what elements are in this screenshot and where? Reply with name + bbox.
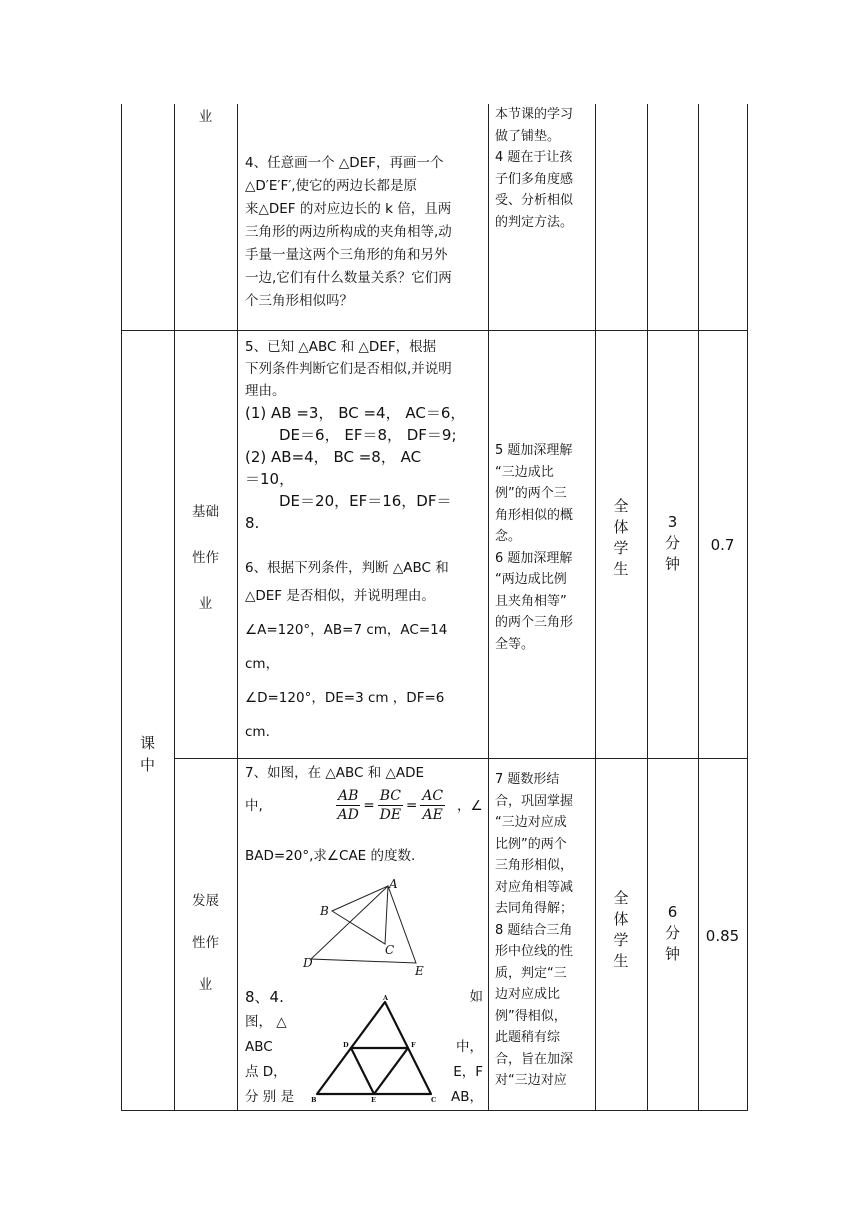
row-divider bbox=[174, 758, 748, 759]
row2-difficulty: 0.7 bbox=[710, 536, 735, 554]
table-border-bottom bbox=[121, 1110, 748, 1111]
row2-time: 3 分 钟 bbox=[664, 513, 680, 573]
row3-design-notes: 7 题数形结 合，巩固掌握 “三边对应成 比例”的两个 三角形相似， 对应角相等减 去同角得解； 8 题结合三角 形中位线的性 质，判定“三 边对应成比 例”得相似， 此题稍有综 合，旨在加深 对“三边对应 bbox=[495, 772, 574, 1088]
fraction-ab-ad: $\frac{AB}{AD}$ bbox=[337, 788, 359, 823]
ratio-equation: 中, $\frac{AB}{AD}$ = $\frac{BC}{DE}$ = $\frac{AC}{AE}$ ，∠ bbox=[245, 788, 483, 823]
row3-target-audience: 全 体 学 生 bbox=[613, 889, 629, 970]
section-label: 课 中 bbox=[139, 734, 155, 774]
column-divider bbox=[488, 104, 489, 1111]
vertex-label: E bbox=[415, 964, 424, 976]
row3-time: 6 分 钟 bbox=[664, 903, 680, 963]
table-border-left bbox=[121, 104, 122, 1111]
vertex-label: E bbox=[371, 1096, 376, 1102]
row2-target-audience: 全 体 学 生 bbox=[613, 497, 629, 578]
vertex-label: D bbox=[343, 1041, 349, 1049]
vertex-label: C bbox=[385, 943, 395, 957]
question-8-right: 如 中， E，F AB， bbox=[451, 989, 483, 1105]
vertex-label: A bbox=[383, 994, 389, 1002]
row3-difficulty: 0.85 bbox=[705, 927, 740, 945]
column-divider bbox=[698, 104, 699, 1111]
vertex-label: B bbox=[311, 1096, 317, 1102]
table-border-right bbox=[747, 104, 748, 1111]
vertex-label: A bbox=[389, 877, 398, 891]
vertex-label: B bbox=[320, 904, 329, 918]
row2-design-notes: 5 题加深理解 “三边成比 例”的两个三 角形相似的概 念。 6 题加深理解 “两边成比例 且夹角相等” 的两个三角形 全等。 bbox=[495, 443, 574, 652]
row1-category: 业 bbox=[198, 109, 213, 125]
lesson-table bbox=[121, 104, 748, 1111]
row1-design-notes: 本节课的学习 做了铺垫。 4 题在于让孩 子们多角度感 受、分析相似 的判定方法。 bbox=[495, 107, 574, 230]
question-8-left: 8、4. 图， △ ABC 点 D， 分 别 是 bbox=[245, 988, 295, 1105]
question-7: 7、如图，在 △ABC 和 △ADE 中, $\frac{AB}{AD}$ = $\frac{BC}{DE}$ = $\frac{AC}{AE}$ ，∠ BAD=20°,求∠CAE 的度数. bbox=[245, 762, 485, 868]
column-divider bbox=[237, 104, 238, 1111]
fraction-ac-ae: $\frac{AC}{AE}$ bbox=[422, 788, 444, 823]
fraction-bc-de: $\frac{BC}{DE}$ bbox=[379, 788, 402, 823]
row2-category: 基础 性作 业 bbox=[192, 504, 219, 612]
row-divider bbox=[121, 330, 748, 331]
triangle-figure-q8 bbox=[309, 994, 443, 1102]
vertex-label: C bbox=[431, 1096, 437, 1102]
row3-category: 发展 性作 业 bbox=[192, 893, 219, 993]
triangle-abc bbox=[332, 886, 388, 944]
vertex-label: D bbox=[303, 956, 313, 970]
question-5: 5、已知 △ABC 和 △DEF，根据 下列条件判断它们是否相似,并说明 理由。 (1) AB =3， BC =4， AC＝6， DE＝6， EF＝8， DF＝9; (2) AB=4， BC =8， AC ＝10， DE＝20，EF＝16，DF＝ 8. bbox=[245, 339, 466, 532]
triangle-figure-q7 bbox=[297, 876, 427, 976]
question-4: 4、任意画一个 △DEF，再画一个 △D′E′F′,使它的两边长都是原 来△DEF 的对应边长的 k 倍，且两 三角形的两边所构成的夹角相等,动 手量一量这两个三角形的角和另外 一边,它们有什么数量关系？它们两 个三角形相似吗？ bbox=[245, 155, 452, 309]
midpoint-triangle-def bbox=[351, 1048, 408, 1094]
triangle-ade bbox=[311, 886, 416, 963]
vertex-label: F bbox=[411, 1041, 416, 1049]
question-6: 6、根据下列条件，判断 △ABC 和 △DEF 是否相似，并说明理由。 ∠A=120°，AB=7 cm，AC=14 cm， ∠D=120°，DE=3 cm ，DF=6 cm. bbox=[245, 560, 449, 740]
